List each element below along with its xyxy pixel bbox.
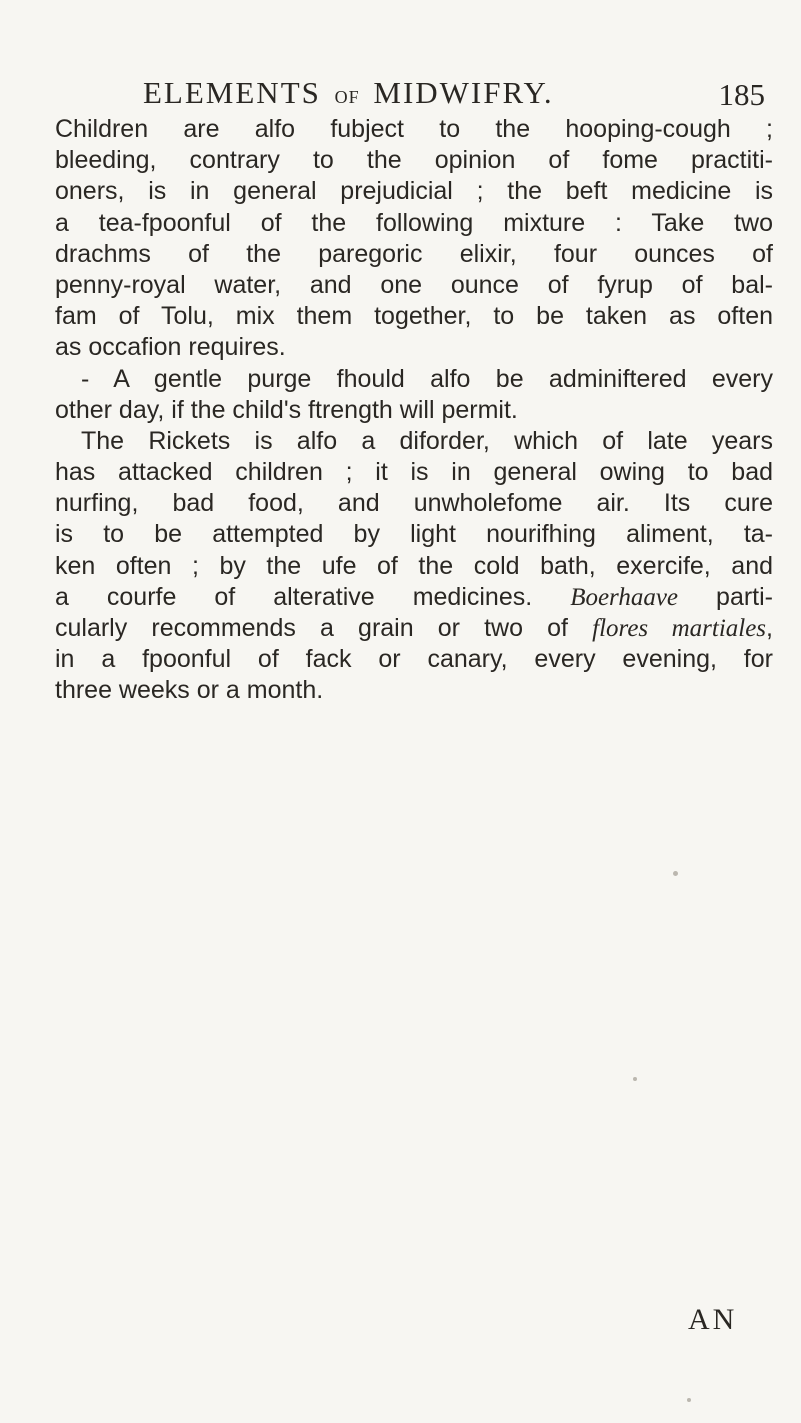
italic-name-boerhaave: Boerhaave [570,583,679,611]
text-line: oners, is in general prejudicial ; the beft medicine is [55,177,773,206]
text-line: - A gentle purge fhould alfo be adminiftered every [81,364,773,393]
text-line: has attacked children ; it is in general owing to bad [55,458,773,487]
running-head-of: OF [334,87,360,107]
text-line: bleeding, contrary to the opinion of fome practiti- [55,146,773,175]
text-line: penny-royal water, and one ounce of fyrup of bal- [55,270,773,299]
text-line: in a fpoonful of fack or canary, every evening, for [55,645,773,674]
page-number: 185 [718,77,765,112]
text-line: a tea-fpoonful of the following mixture : Take two [55,208,773,237]
catchword: AN [688,1303,738,1336]
text-line: nurfing, bad food, and unwholefome air. Its cure [55,489,773,518]
running-head-title-part1: ELEMENTS [143,75,321,110]
text-line: is to be attempted by light nourifhing aliment, ta- [55,520,773,549]
text-line: other day, if the child's ftrength will permit. [55,395,518,424]
text-line: three weeks or a month. [55,676,324,705]
italic-term-flores-martiales: flores martiales [592,615,767,642]
text-line: The Rickets is alfo a diforder, which of late years [81,426,773,455]
body-text [55,114,773,707]
text-line: drachms of the paregoric elixir, four ounces of [55,239,773,268]
text-segment: cularly recommends a grain or two of [55,614,593,642]
text-segment: parti- [678,582,773,611]
text-line: fam of Tolu, mix them together, to be taken as often [55,302,773,331]
ink-speck [633,1077,637,1081]
ink-speck [687,1398,691,1402]
text-line: as occafion requires. [55,333,286,362]
text-segment: a courfe of alterative medicines. [55,582,571,611]
running-head-title-part2: MIDWIFRY. [373,75,554,110]
text-line: Children are alfo fubject to the hooping-cough ; [55,115,773,143]
ink-speck [673,871,678,876]
text-segment: , [766,614,773,642]
text-line [55,613,773,644]
running-head [143,75,773,115]
text-line: ken often ; by the ufe of the cold bath, exercife, and [55,551,773,580]
text-line [55,582,773,613]
